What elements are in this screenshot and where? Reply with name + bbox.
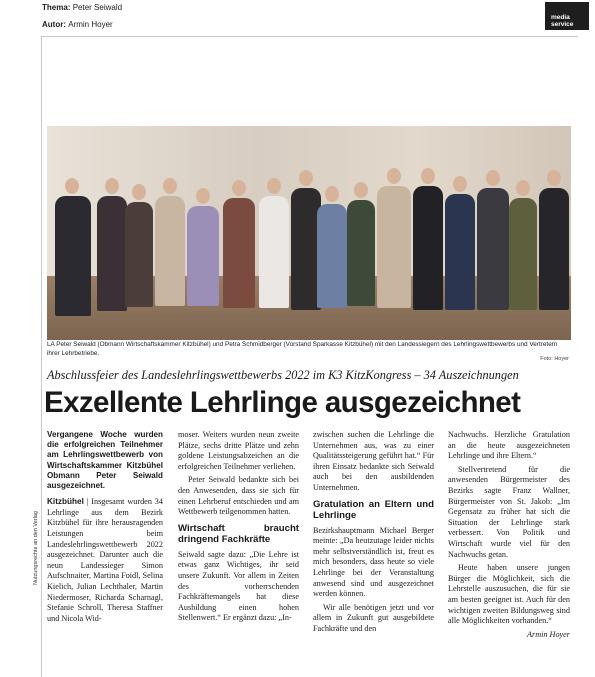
article-paragraph: zwischen suchen die Lehrlinge die Unternehmen aus, was zu einer Qualitätssteigerung geführt hat.“ Für ihren Einsatz bedankte sich Seiwald auch bei den ausbildenden Unternehmen. bbox=[313, 430, 434, 492]
person-head bbox=[105, 178, 119, 194]
person-head bbox=[325, 186, 339, 202]
person-head bbox=[267, 178, 281, 194]
article-paragraph: Wir alle benötigen jetzt und vor allem in Zukunft gut ausgebildete Fachkräfte und den bbox=[313, 602, 434, 633]
person-head bbox=[421, 168, 435, 184]
person-figure bbox=[125, 202, 153, 307]
article-kicker: Abschlussfeier des Landeslehrlingswettbewerbs 2022 im K3 KitzKongress – 34 Auszeichnungen bbox=[47, 368, 519, 382]
article-column-2 bbox=[178, 430, 299, 627]
person-figure bbox=[97, 196, 127, 311]
person-figure bbox=[413, 186, 443, 310]
article-paragraph bbox=[47, 497, 163, 624]
person-head bbox=[132, 184, 146, 200]
autor-line bbox=[42, 20, 113, 29]
person-head bbox=[299, 170, 313, 186]
article-subheading: Gratulation an Eltern und Lehrlinge bbox=[313, 498, 434, 522]
media-service-logo bbox=[545, 2, 589, 30]
person-figure bbox=[509, 198, 537, 310]
article-headline: Exzellente Lehrlinge ausgezeichnet bbox=[44, 386, 521, 419]
person-figure bbox=[259, 196, 289, 308]
person-figure bbox=[155, 196, 185, 306]
article-paragraph: Stellvertretend für die anwesenden Bürgermeister des Bezirks sagte Franz Wallner, Bürgermeister von St. Jakob: „Im Gegensatz zu früher hat sich die Situation der Lehrlinge stark verbessert. Von Politik und Wirtschaft wurde viel für den Nachwuchs getan. bbox=[448, 464, 570, 559]
article-paragraph: Bezirkshauptmann Michael Berger meinte: „Da heutzutage leider nichts mehr selbstverständlich ist, freut es mich besonders, dass heute so viele Lehrlinge bei der Veranstaltung anwesend sind und ausgezeichnet werden können. bbox=[313, 525, 434, 599]
person-figure bbox=[377, 186, 411, 308]
article-text: | Insgesamt wurden 34 Lehrlinge aus dem Bezirk Kitzbühel für ihre herausragenden Leistungen beim Landeslehrlingswettbewerb 2022 ausgezeichnet. Darunter auch die neun Landessieger Simon Aufschnaiter, Martina Foidl, Selina Kielich, Julian Lechthaler, Martin Niedermoser, Richarda Scharnagl, Stefanie Schroll, Theresa Staffner und Nicola Wid- bbox=[47, 497, 163, 623]
article-column-1 bbox=[47, 430, 163, 627]
person-figure bbox=[55, 196, 91, 316]
article-column-3 bbox=[313, 430, 434, 638]
photo-caption: LA Peter Seiwald (Obmann Wirtschaftskammer Kitzbühel) und Petra Schmidberger (Vorstand Sparkasse Kitzbühel) mit den Landessiegern des Lehrlingswettbewerbs und Vertretern ihrer Lehrbetriebe. bbox=[47, 341, 558, 357]
person-figure bbox=[477, 188, 509, 310]
side-rights-text: Nutzungsrechte an den Verlag bbox=[33, 511, 39, 585]
person-head bbox=[354, 182, 368, 198]
article-paragraph: Heute haben unsere jungen Bürger die Möglichkeit, sich die Lehrstelle auszusuchen, die für sie am besten geeignet ist. Auch für den wichtigen zweiten Bildungsweg sind alle Möglichkeiten vorhanden.“ bbox=[448, 563, 570, 626]
person-figure bbox=[347, 200, 375, 306]
group-photo bbox=[47, 126, 571, 340]
thema-line bbox=[42, 3, 122, 12]
person-figure bbox=[223, 198, 255, 308]
autor-label: Autor: bbox=[42, 20, 66, 29]
person-head bbox=[516, 180, 530, 196]
article-signature: Armin Hoyer bbox=[527, 629, 570, 639]
person-head bbox=[196, 188, 210, 204]
person-head bbox=[547, 170, 561, 186]
person-head bbox=[486, 170, 500, 186]
article-dateline: Kitzbühel bbox=[47, 497, 84, 507]
person-head bbox=[163, 178, 177, 194]
article-paragraph: moser. Weiters wurden neun zweite Plätze, sechs dritte Plätze und zehn goldene Leistungsabzeichen an die erfolgreichen Teilnehmer verliehen. bbox=[178, 430, 299, 471]
person-figure bbox=[539, 188, 569, 310]
article-paragraph: Seiwald sagte dazu: „Die Lehre ist etwas ganz Wichtiges, ihr seid unsere Zukunft. Vor allem in Zeiten des vorherrschenden Fachkräftemangels hat diese Ausbildung einen hohen Stellenwert.“ Er ergänzt dazu: „In- bbox=[178, 549, 299, 623]
person-figure bbox=[317, 204, 347, 308]
article-paragraph: Peter Seiwald bedankte sich bei den Anwesenden, dass sie sich für einen Lehrberuf entschieden und am Wettbewerb teilgenommen hatten. bbox=[178, 475, 299, 517]
photo-credit: Foto: Hoyer bbox=[540, 356, 569, 362]
article-lead: Vergangene Woche wurden die erfolgreichen Teilnehmer am Lehrlingswettbewerb von Wirtschaftskammer Kitzbühel Obmann Peter Seiwald ausgezeichnet. bbox=[47, 430, 163, 491]
person-head bbox=[387, 168, 401, 184]
article-column-4 bbox=[448, 430, 570, 643]
person-head bbox=[65, 178, 79, 194]
article-paragraph: Nachwuchs. Herzliche Gratulation an die heute ausgezeichneten Lehrlinge und ihre Eltern.“ bbox=[448, 430, 570, 461]
person-head bbox=[453, 176, 467, 192]
logo-line2: service bbox=[551, 21, 574, 28]
person-head bbox=[232, 180, 246, 196]
thema-label: Thema: bbox=[42, 3, 71, 12]
person-figure bbox=[187, 206, 219, 306]
logo-line1: media bbox=[551, 14, 570, 21]
thema-value: Peter Seiwald bbox=[72, 3, 123, 12]
article-subheading: Wirtschaft braucht dringend Fachkräfte bbox=[178, 522, 299, 546]
autor-value: Armin Hoyer bbox=[68, 20, 113, 29]
person-figure bbox=[445, 194, 475, 310]
